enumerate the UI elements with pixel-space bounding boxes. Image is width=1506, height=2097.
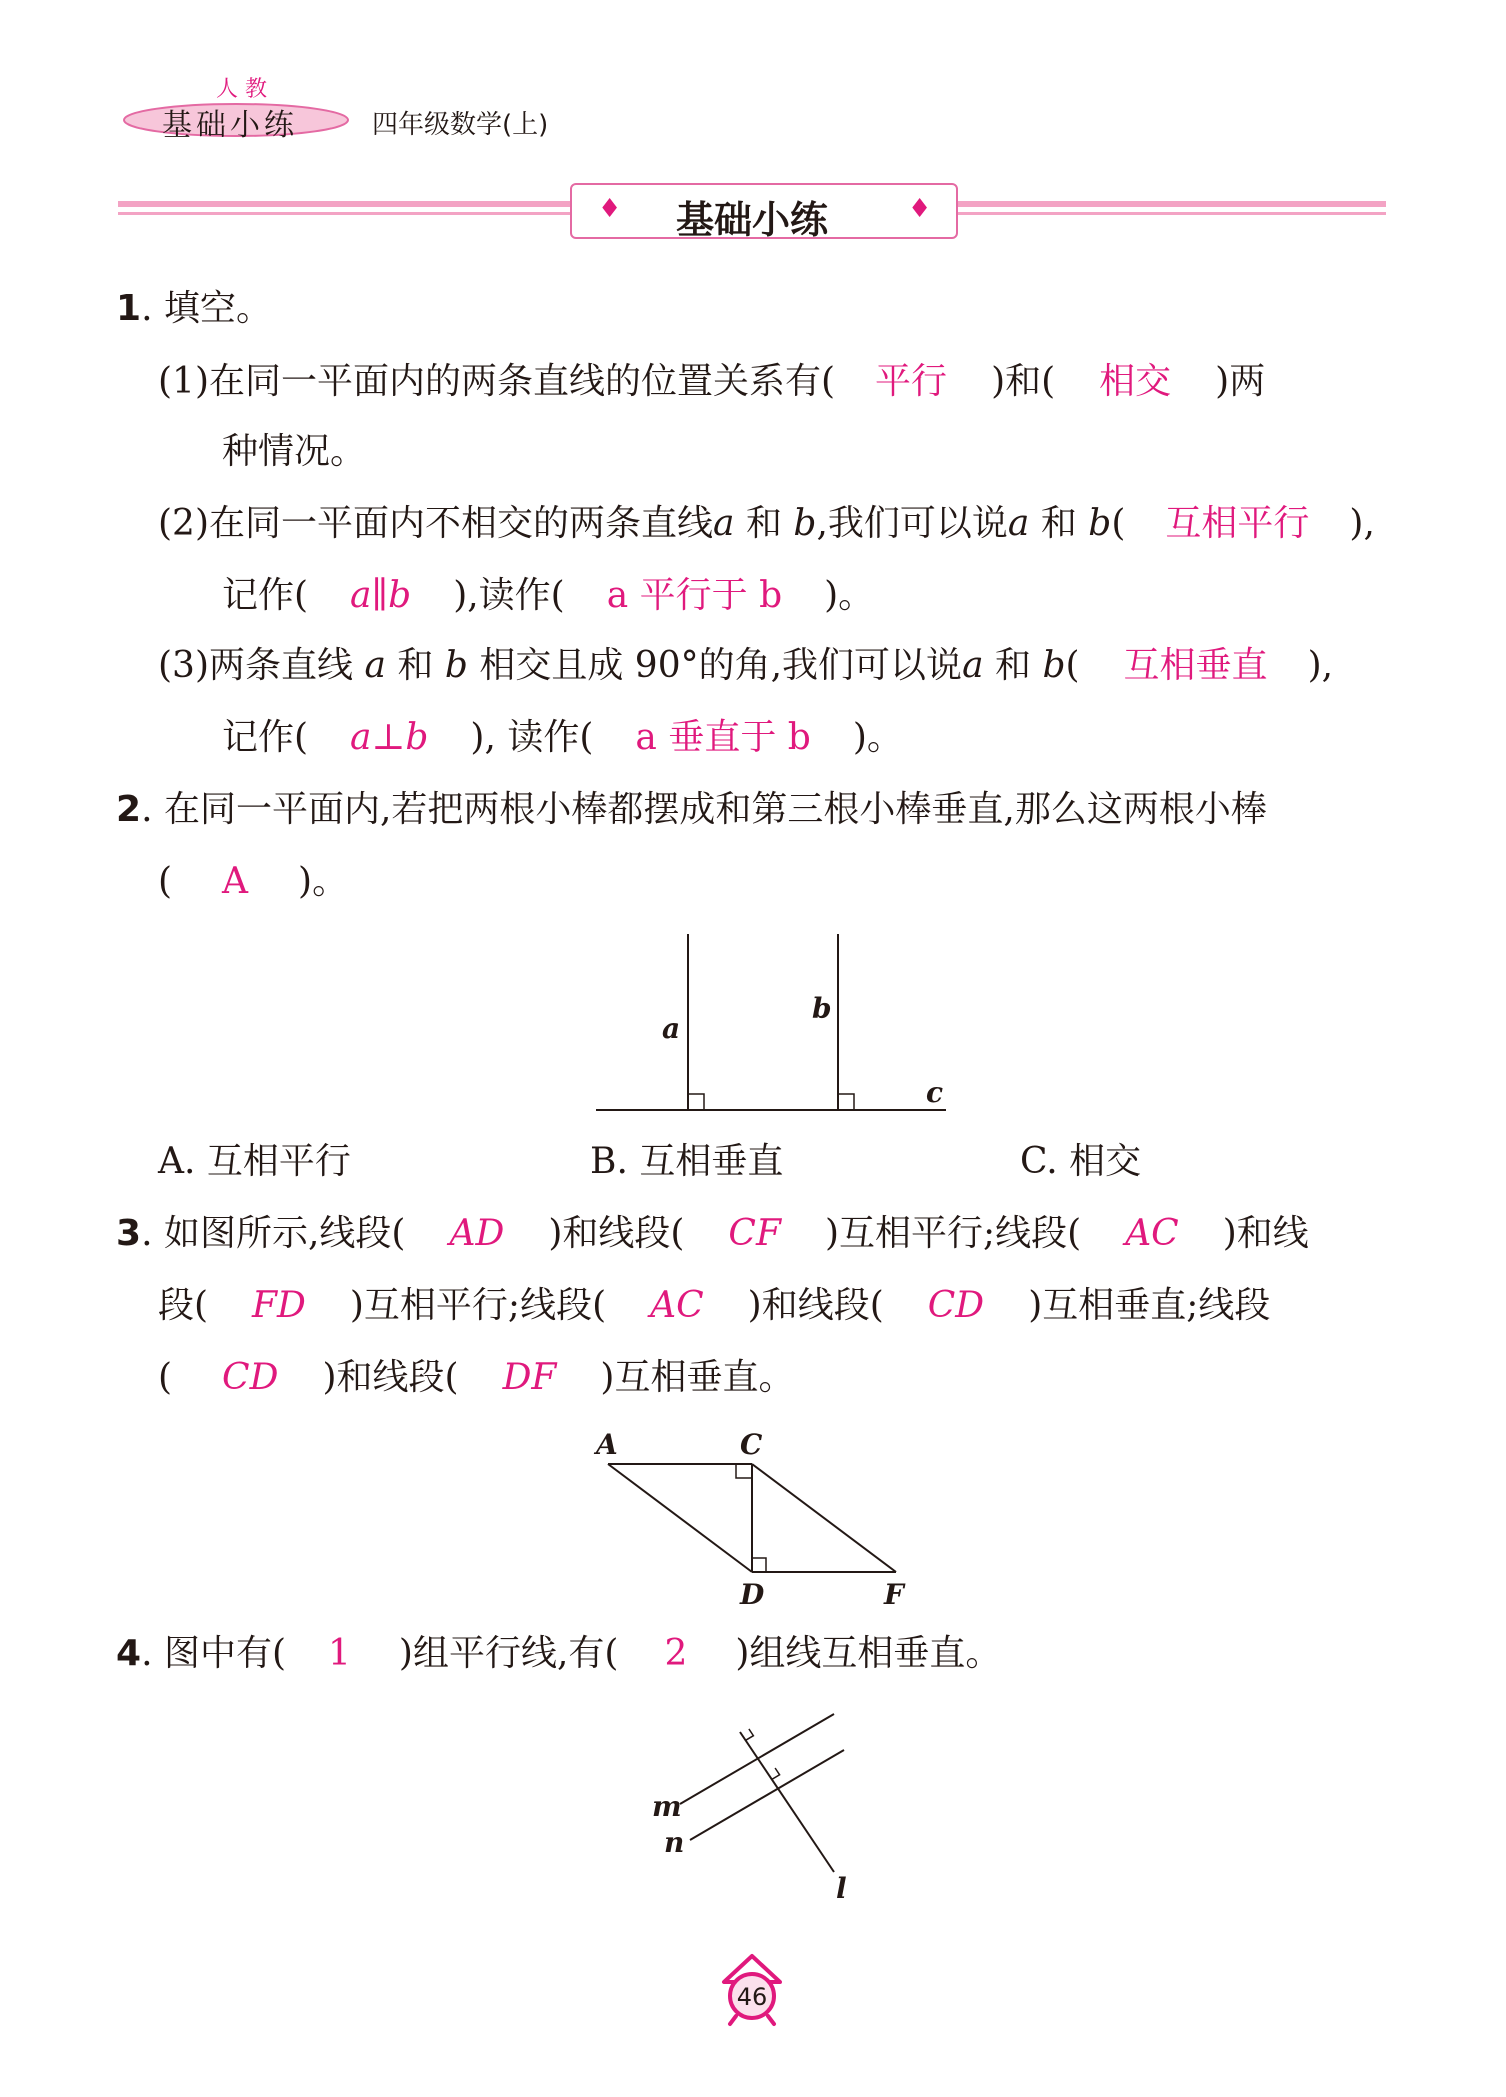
answer: a∥b (350, 575, 412, 616)
answer: DF (502, 1357, 557, 1398)
answer: 互相垂直 (1123, 645, 1268, 686)
logo-series: 基础小练 (162, 108, 298, 143)
diamond-icon: ♦ (908, 194, 932, 224)
q2-option-a: A. 互相平行 (158, 1141, 351, 1182)
right-angle-mark (772, 1768, 780, 1779)
q1-part2-line1: (2)在同一平面内不相交的两条直线a 和 b,我们可以说a 和 b( 互相平行 ), (158, 503, 1375, 544)
label-c: c (926, 1076, 944, 1109)
q1-part1-line1: (1)在同一平面内的两条直线的位置关系有( 平行 )和( 相交 )两 (158, 361, 1266, 402)
q1-part3-line1: (3)两条直线 a 和 b 相交且成 90°的角,我们可以说a 和 b( 互相垂直 ), (158, 645, 1334, 686)
q1-part3-line2: 记作( a⊥b ), 读作( a 垂直于 b )。 (222, 717, 903, 758)
answer: 2 (664, 1633, 688, 1674)
section-band-left (118, 201, 570, 221)
q2-stem: 2. 在同一平面内,若把两根小棒都摆成和第三根小棒垂直,那么这两根小棒 (116, 789, 1267, 830)
q4-stem: 4. 图中有( 1 )组平行线,有( 2 )组线互相垂直。 (116, 1633, 1002, 1674)
segment-cf (752, 1464, 896, 1572)
label-a: a (662, 1012, 681, 1045)
q1-stem: 1. 填空。 (116, 288, 272, 329)
answer: 相交 (1099, 361, 1172, 402)
q4-figure (640, 1700, 880, 1910)
right-angle-mark (688, 1094, 704, 1110)
line-n (690, 1750, 844, 1840)
header-grade: 四年级数学(上) (372, 110, 549, 140)
q3-line3: ( CD )和线段( DF )互相垂直。 (158, 1357, 795, 1398)
right-angle-mark (838, 1094, 854, 1110)
q2-option-b: B. 互相垂直 (590, 1141, 784, 1182)
q3-line1: 3. 如图所示,线段( AD )和线段( CF )互相平行;线段( AC )和线 (116, 1213, 1309, 1254)
page-number: 46 (736, 1983, 768, 2011)
answer: 平行 (875, 361, 948, 402)
right-angle-mark (752, 1558, 766, 1572)
label-A: A (596, 1428, 618, 1461)
label-n: n (664, 1826, 685, 1859)
answer: A (222, 861, 249, 902)
right-angle-mark (746, 1729, 754, 1740)
section-title: 基础小练 (676, 198, 829, 242)
answer: a⊥b (350, 717, 429, 758)
header-logo (118, 60, 358, 150)
answer: a 平行于 b (606, 575, 783, 616)
label-m: m (652, 1790, 682, 1823)
answer: 互相平行 (1165, 503, 1310, 544)
q1-part1-line2: 种情况。 (222, 431, 367, 472)
q2-figure (590, 930, 960, 1120)
label-b: b (812, 992, 832, 1025)
answer: CD (222, 1357, 279, 1398)
answer: AC (650, 1285, 704, 1326)
page-number-badge (712, 1950, 792, 2030)
answer: 1 (328, 1633, 351, 1674)
right-angle-mark (736, 1464, 752, 1478)
answer: CF (728, 1213, 781, 1254)
label-D: D (740, 1578, 765, 1611)
label-C: C (740, 1428, 763, 1461)
label-F: F (884, 1578, 904, 1611)
answer: AC (1125, 1213, 1179, 1254)
logo-publisher: 人 教 (216, 77, 267, 102)
diamond-icon: ♦ (598, 194, 622, 224)
answer: CD (927, 1285, 985, 1326)
q1-part2-line2: 记作( a∥b ),读作( a 平行于 b )。 (222, 575, 875, 616)
q2-option-c: C. 相交 (1020, 1141, 1142, 1182)
answer: FD (252, 1285, 306, 1326)
q3-line2: 段( FD )互相平行;线段( AC )和线段( CD )互相垂直;线段 (158, 1285, 1271, 1326)
segment-ad (608, 1464, 752, 1572)
section-title-box (570, 183, 958, 242)
q2-answer-line: ( A )。 (158, 861, 349, 902)
section-band-right (956, 201, 1386, 221)
label-l: l (836, 1872, 847, 1905)
answer: a 垂直于 b (635, 717, 811, 758)
q3-figure (590, 1420, 930, 1615)
answer: AD (449, 1213, 505, 1254)
